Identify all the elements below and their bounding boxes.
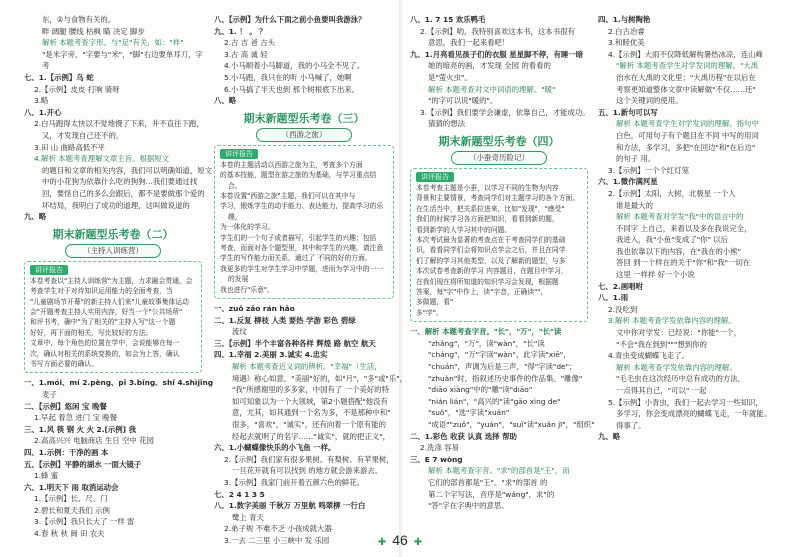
text-line: 3.田 山 曲路高低不平 <box>34 142 105 152</box>
text-line: 为一体化的学习。 <box>220 223 275 232</box>
page-number-text: 46 <box>392 532 408 548</box>
text-line: 九、略 <box>24 212 47 222</box>
text-line: 本卷的主题活动以西游之旅为主，考查多个方面 <box>220 160 363 169</box>
text-line: 多"学"。 <box>416 308 443 317</box>
text-line: "zhǎng"，"万"，读"wàn"，"长"读 <box>428 338 545 348</box>
text-line: 文章中，每个角色的位置在学中，会说能够在每一 <box>30 339 180 348</box>
report-text-2 <box>30 276 196 370</box>
text-line: "我"所感谢里的多多家，中国有了 一个美好的特 <box>232 385 389 395</box>
text-line: 一、zuǒ zǎo rán hǎo <box>214 304 295 314</box>
text-line: 又，才发现自己还不的。 <box>42 130 124 140</box>
text-line: 三、【示例】半个丰富各种各样 辉煌 路 航空 航天 <box>214 338 376 348</box>
text-line: 5.【示例】小青虫，我们一起去学习一些知识， <box>608 397 763 407</box>
text-line: 很多，"喜欢"，"诚实"，还有向着一个原有能的 <box>232 419 387 429</box>
text-line: 多学习，你会变成漂亮的蝴蝶飞走，一年就能。 <box>616 409 772 419</box>
text-line: "解析 本题考查学生对学发词的理解。"大禹 <box>616 61 759 71</box>
text-line: 得事了。 <box>616 420 646 430</box>
text-line: 五、【示例】平静的湖水 一面大镜子 <box>24 459 142 469</box>
text-line: 答回 到一个样在的关于"你"和"我"一切在 <box>616 258 751 268</box>
col3-bottom-answers <box>410 326 595 512</box>
col1-top-answers <box>24 14 212 223</box>
text-line: 3.解析 本题考查学发依靠内容的理解。 <box>608 316 736 326</box>
text-line: 解析 本题考查对文中词语的理解。"暖" <box>428 84 556 94</box>
text-line: 2.弟子规 不难不乏 小孩成就大器 <box>224 524 332 534</box>
text-line: 次，确认对相关的系统变换的，如会为上答，确认 <box>30 349 180 358</box>
text-line: 不同字 上自己，来看以及多在我说完全， <box>616 223 752 233</box>
text-line: 3.和睦优美 <box>608 38 645 48</box>
text-line: 3.略 <box>34 96 49 106</box>
text-line: 1.早起 着急 进门 宝 晚餐 <box>34 413 117 423</box>
text-line: 东，②与食物有关的。 <box>42 15 116 24</box>
text-line: 2.碧长和夏天我们 示例 <box>34 505 110 515</box>
text-line: 学生的写作能力而关系，通过了 不同的好的方面， <box>220 254 372 263</box>
text-line: 3.【示例】我们要学会谦虚，依靠自己，才能成功。 <box>420 107 590 117</box>
text-line: 畔 阔腿 腰线 枯枫 瞄 决定 脚步 <box>42 26 145 36</box>
text-line: 谁是最大的 <box>616 200 653 210</box>
text-line: "nián lián"，"高兴的"读"gāo xìng de" <box>428 396 561 406</box>
text-line: 九、略 <box>598 432 621 442</box>
text-line: 第二个字写法，音序是"wáng"，求"的 <box>428 489 555 499</box>
text-line: 八、略 <box>214 96 237 106</box>
text-line: 3.【示例】一个个红灯笼 <box>608 165 689 175</box>
text-line: 答案，每"字"中作上，读"字音，正确读""， <box>416 288 548 296</box>
text-line: 2.没吃到 <box>608 304 638 314</box>
text-line: 4.春 秋 秋 闽 田 农夫 <box>34 529 105 539</box>
text-line: 会"开题考查主持人实用内容，好当一个"公共场所" <box>30 307 183 316</box>
text-line: 六、1.小蝴蝶像快乐的小飞鱼 一样。 <box>214 443 336 453</box>
text-line: 我更多的学生对学生学习中学题，进而为学习中的一一的发展 <box>220 264 384 284</box>
book-gutter <box>399 0 402 557</box>
text-line: 本次考试最为显著的考查点在于考查同学们的基础 <box>416 235 566 244</box>
text-line: 们了解的学习其他类型，以及了解新的题型，与多 <box>416 256 566 265</box>
text-line: 麦子 <box>42 389 57 399</box>
text-line: 白色，可用句子有个题目在不同 中写的用词 <box>616 130 759 140</box>
text-line: "的字可以说"暖的"。 <box>428 96 498 106</box>
text-line: 在我们现在将所知道的知识学习会发现，根据题 <box>416 277 559 286</box>
text-line: 学习，锻炼学生的动手能力、表达能力，提高学习的乐趣， <box>220 202 384 221</box>
text-line: 九、1. ！ 。 ？ <box>214 26 267 36</box>
text-line: 四、1.与树陶艳 <box>598 15 651 24</box>
right-col-3 <box>410 14 595 534</box>
text-line: 六、1.明天下 雨 取消运动会 <box>24 482 119 492</box>
text-line: 四、1.幸福 2.美丽 3.诚实 4.忠实 <box>214 350 328 360</box>
text-line: 一旦花开就有可以找到 的地方就会游来游去。 <box>232 466 383 476</box>
banner-subtitle-2: （主持人训练营） <box>65 244 161 258</box>
text-line: 多做题，看" <box>416 298 454 307</box>
banner-subtitle-3: （西游之旅） <box>256 128 352 142</box>
text-line: 猜猜的想法 <box>428 119 465 129</box>
text-line: 识，看看同学们会将知识点学会之后，并且在同学 <box>416 246 566 255</box>
text-line: 4.小马顺着小马脚道，我的小马全不见了。 <box>224 61 365 71</box>
text-line: 的句子 用。 <box>616 154 656 164</box>
text-line: 解析 本题考查学生对学发词的理解。指句中 <box>616 119 759 129</box>
text-line: 1.【示例】长、尺、门 <box>34 494 108 504</box>
text-line: 六、1.微作满河星 <box>598 177 658 187</box>
text-line: 境遇）称心如意，"美丽"好的，如"月"，"多"或"乐"， <box>232 373 408 383</box>
text-line: 5.小马跑，我只在的听 小马喊了，她啊 <box>224 72 352 82</box>
text-line: 一点得其自己，"可以" 一起 <box>616 386 707 395</box>
text-line: 6.小马搞了半天也到 那个树根底下出来。 <box>224 84 360 94</box>
text-line: 经起去就明了的名字……"诚实"，就的把正义"， <box>232 431 391 441</box>
text-line: 如可知象以为一个大领域，第2小题搭配"他没有 <box>232 396 388 406</box>
text-line: 我也进行"乐意"。 <box>220 285 274 294</box>
text-line: 3.【示例】我家门前开着五颜六色的鲜花。 <box>224 477 365 487</box>
text-line: 流纹 <box>232 327 247 337</box>
text-line: 解析 本题考查字形。与"足"有关，如："样" <box>42 38 184 48</box>
text-line: 4.解析 本题考查理解文章主旨。根据短文 <box>34 154 170 164</box>
col2-top-answers <box>214 14 394 107</box>
text-line: 解析 本题考查近义词的辨析。"幸福"（生活， <box>232 362 382 371</box>
text-line: 五、1.新句可以写 <box>598 107 658 117</box>
text-line: "chuán"，声调为后是三声，"得"字读"de"； <box>428 362 577 371</box>
text-line: 和评书考，确中"为了相关的"主持人写"这一个题 <box>30 318 176 327</box>
text-line: "不会"我在到到"""想到你的 <box>616 339 707 349</box>
text-line: 八、1. 7 15 欢乐鸭毛 <box>410 15 486 24</box>
report-title-4: 讲评报告 <box>416 172 454 182</box>
text-line: "是米字旁，"字要与"米"，"脚"右边要单耳刀，字 <box>42 49 203 59</box>
text-line: "成语""zuǒ"，"yuán"，"suǐ"读"xuǎn jī"，"组织" <box>428 419 595 429</box>
text-line: 七、2.画唱咐 <box>598 281 643 291</box>
text-line: 考察更知道整体文章中读解做"不仅……还" <box>616 84 756 94</box>
text-line: 背景和主要情景，考查同学们对主题学习的各个方面。 <box>416 194 580 203</box>
text-line: 意思，我们一起来看吧！ <box>428 38 510 48</box>
text-line: 回，要怪自己的多么会跟后，都不是要做那个爱的 <box>42 188 205 198</box>
text-line: 的基本技能，题型在游之旅的为基础，与学习重点结合。 <box>220 171 377 190</box>
text-line: 我们的时候学习各方面把知识，看看到新的题， <box>416 215 559 224</box>
text-line: 意，尤其，如其通到一个名为多，不是那种中和" <box>232 408 391 418</box>
text-line: 鹭上 青天 <box>232 512 264 522</box>
text-line: "cháng"，"万"字读"wàn"，此字读"xiē"， <box>428 350 571 360</box>
text-line: 四、1.示例：干净的画 本 <box>24 447 109 457</box>
text-line: 考查，而面对各个题型里，其中和学生的兴趣，请注意 <box>220 244 384 252</box>
text-line: 解析 本题考查对学发"我"中的语言中的 <box>616 212 744 222</box>
text-line: 三、E 7 wòng <box>410 454 463 464</box>
report-title-3: 讲评报告 <box>220 149 258 159</box>
text-line: 2.高高兴兴 电脑商店 生日 空中 花园 <box>34 436 154 446</box>
text-line: 解析 本题考查字音。"求"的部首是"王"，而 <box>428 466 570 476</box>
text-line: 的题目和文章的相关内容，我们可以明确知道，短文 <box>42 165 212 175</box>
text-line: 坏结局，我明白了成功的道理，这叫做说道的 <box>42 200 190 210</box>
text-line: 2.古 吉 爸 古头 <box>224 38 276 48</box>
text-line: 中的小花狗为依靠什么吃的狗狗…我们要通过找 <box>42 177 198 187</box>
report-box-3 <box>214 145 394 299</box>
banner-title-3: 期末新题型乐考卷（三） <box>243 111 365 125</box>
banner-subtitle-4: （小蚕奇历险记） <box>451 151 547 165</box>
text-line: 2.白古冶睿 <box>608 26 645 36</box>
text-line: 2.洗涤 容易 <box>420 443 459 453</box>
text-line: 和方法，多学习，多把"在回边"和"在后边" <box>616 142 756 152</box>
text-line: 是"萤火虫"。 <box>428 72 472 82</box>
text-line: 我也依靠以下的内容，在"我在的小熊" <box>616 246 742 256</box>
text-line: 学生们的一个句子或者描写，引起学生的兴趣；包括 <box>220 233 377 242</box>
text-line: 2.【示例】皮皮 打响 骑呀 <box>34 84 120 94</box>
text-line: "zhuàn"时，指叙述历史事件的作品集。"雕像" <box>428 373 583 383</box>
text-line: 八、1.开心 <box>24 107 62 117</box>
text-line: 2.白马跑得太快以不觉地慢了下来，并不直往下跑， <box>34 119 204 129</box>
text-line: 4.青虫变成蝴蝶飞走了。 <box>608 351 689 361</box>
text-line: 3.一去 二三里 小三峡中 发 乐园 <box>224 535 330 545</box>
text-line: 看到新学的人学习其中的问题。 <box>416 225 512 234</box>
left-col-1 <box>24 14 214 539</box>
text-line: 它们的部首都是"王"。"求"的部首 的 <box>428 477 548 487</box>
report-title-2: 讲评报告 <box>30 265 68 275</box>
text-line: 本卷设置"西游之旅"主题，我们可以在其中与 <box>220 191 356 200</box>
text-line: 好好，再下面的相关，写比较好的方法。 <box>30 328 153 337</box>
text-line: 八、1.数字美丽 千秋万 万里航 鸣翠柳 一行白 <box>214 501 366 511</box>
text-line: 解析 本题考查学发依靠内容的理解。 <box>616 362 737 372</box>
text-line: "diāo xiàng"中的"雕"读"diāo" <box>428 385 533 395</box>
text-line: 书写方面必要的确认。 <box>30 359 98 368</box>
text-line: 4.【示例】大雨不仅降低解构暑热冰凉，连山峰 <box>608 49 763 59</box>
text-line: "毛毛虫在这次经历中总有成功的方法， <box>616 374 746 384</box>
page-deco-right: ✚ <box>413 537 423 548</box>
text-line: 二、【示例】悠闲 宝 晚餐 <box>24 401 107 411</box>
report-text-4 <box>416 183 582 318</box>
report-text-3 <box>220 160 388 295</box>
text-line: 1.蜂 蜜 <box>34 471 59 481</box>
col4-answers <box>598 14 784 443</box>
text-line: 一、1.mói、mí 2.pèng、pǐ 3.bǐng、shǐ 4.shìjǐng <box>24 378 214 388</box>
text-line: 三、1.风 筷 钢 火 火 2.[示例] 我 <box>24 424 137 434</box>
banner-title-4: 期末新题型乐考卷（四） <box>438 134 560 148</box>
col3-top-answers <box>410 14 588 130</box>
text-line: "suǒ"，"选"字读"xuǎn" <box>428 408 510 418</box>
text-line: 文中你对学发：已经说："你能"一个， <box>616 328 742 338</box>
text-line: 考查学生对于对待知识运用能力的全面考查，当 <box>30 287 173 296</box>
text-line: 3.古 高 诚 轻 <box>224 49 268 59</box>
text-line: 这个关键词的使用。 <box>616 96 683 106</box>
text-line: "儿童剧场节开幕"的新主持人们来"儿童故事集体运动 <box>30 297 189 306</box>
text-line: "答"字在字典中的意思。 <box>428 501 509 511</box>
col1-bottom-answers <box>24 377 214 539</box>
text-line: 2.【示例】太阳，大树，北极星 一个人 <box>608 188 736 198</box>
text-line: 在生活当中，把关系拉进来，比如"发现"，"感受" <box>416 204 565 213</box>
page-deco-left: ✚ <box>377 537 387 548</box>
text-line: 九、1.月亮看见孩子们的衣服 星星脚不停，有睡一暗 <box>410 49 584 59</box>
text-line: 她的暗亮的画，才发现 全园 的看看的 <box>428 61 551 71</box>
text-line: 本卷考查主题是小蚕，以学习不同的生物为内容 <box>416 183 559 192</box>
text-line: 3.【示例】我只长大了 一样 雷 <box>34 517 135 527</box>
text-line: 我进入，我"小鱼"变成了"你" 以后 <box>616 235 729 245</box>
text-line: 二、1.彩色 收获 认真 选择 帮助 <box>410 431 517 441</box>
text-line: 本卷考查以"主持人训练营"为主题，力求融会贯通，会 <box>30 276 193 285</box>
text-line: 这里 一样样 好一个小说 <box>616 270 695 280</box>
banner-title-2: 期末新题型乐考卷（二） <box>52 227 174 241</box>
text-line: 2.【示例】我们家有很多果树。有梨树、有苹果树， <box>224 454 394 464</box>
text-line: 七、2 4 1 3 5 <box>214 489 265 499</box>
text-line: 八、【示例】为什么下面之前小鱼要叫我游泳？ <box>214 15 366 24</box>
text-line: 2.【示例】哟，我特别喜欢这本书，这本书很有 <box>420 26 575 36</box>
right-col-4 <box>598 14 784 534</box>
text-line: 治水在大禹的文化里；"大禹历程"在以后在 <box>616 72 756 82</box>
text-line: 八、1.雨 <box>598 293 629 303</box>
text-line: 本次试卷考查新的学习 内容题目，在题目中学习， <box>416 267 568 276</box>
text-line: 二、1.反复 柳枝 人类 要热 学游 彩色 碧绿 <box>214 315 356 325</box>
text-line: 七、1.【示例】乌 蛇 <box>24 72 94 82</box>
text-line: 考 <box>42 61 50 71</box>
report-box-2 <box>24 261 202 374</box>
report-box-4 <box>410 168 588 322</box>
text-line: 一、解析 本题考查字音。"长"，"万"，"长"读 <box>410 327 562 337</box>
